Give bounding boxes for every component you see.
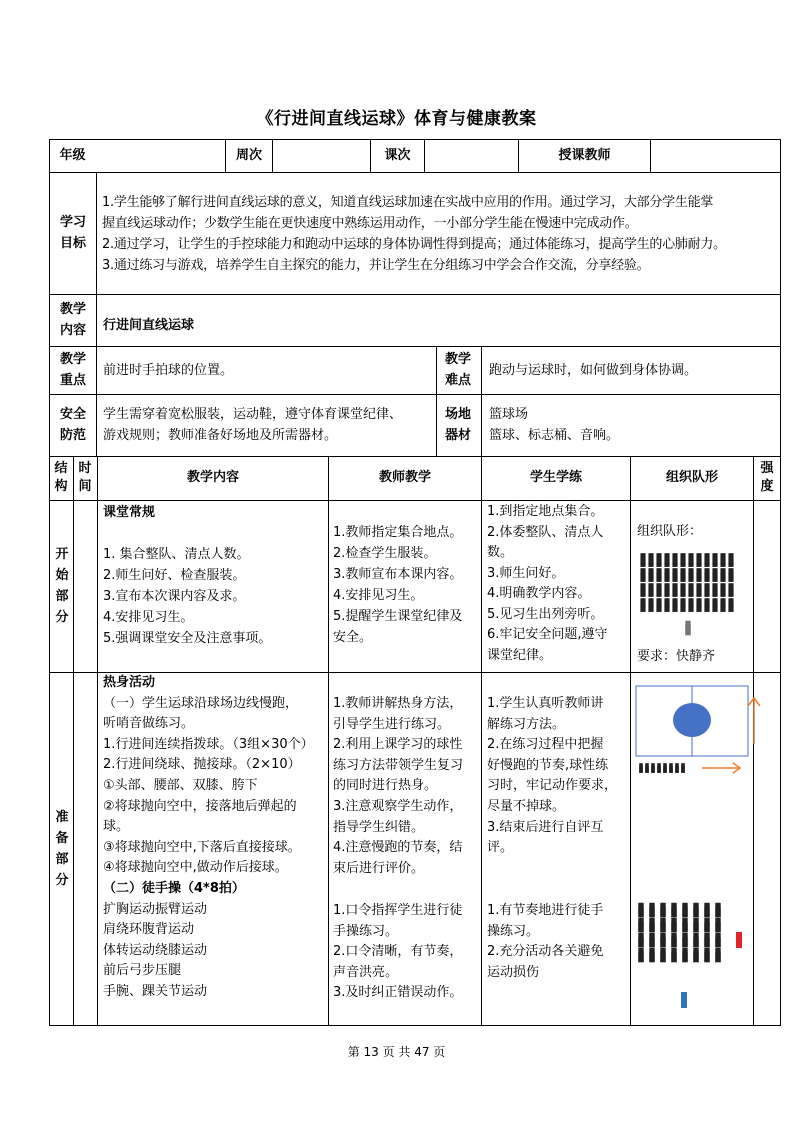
content-header: 教学内容 (186, 470, 239, 485)
start-section-name: 开始部分 (55, 547, 69, 625)
person-icon (672, 568, 677, 582)
content-value: 行进间直线运球 (103, 318, 195, 333)
start-formation-figure (640, 552, 740, 642)
person-icon (656, 583, 661, 597)
person-icon (672, 583, 677, 597)
person-icon (649, 933, 654, 947)
start-student: 1.到指定地点集合。 2.体委整队、清点人 数。 3.师生问好。 4.明确教学内容。 5.见习生出列旁听。 6.牢记安全问题,遵守 课堂纪律。 (487, 504, 608, 663)
person-icon (671, 903, 676, 917)
person-icon (663, 763, 667, 773)
document-title: 《行进间直线运球》体育与健康教案 (256, 109, 537, 129)
person-icon (648, 598, 653, 612)
person-icon (660, 918, 665, 932)
person-icon (712, 598, 717, 612)
person-icon (685, 621, 690, 635)
person-icon (675, 763, 679, 773)
prep-teacher-exercise: 1.口令指挥学生进行徒 手操练习。 2.口令清晰，有节奏， 声音洪亮。 3.及时纠正错误动作。 (333, 903, 463, 1001)
prep-student-exercise: 1.有节奏地进行徒手 操练习。 2.充分活动各关避免 运动损伤 (487, 903, 604, 980)
person-icon (704, 568, 709, 582)
person-icon (664, 553, 669, 567)
lesson-label: 课次 (384, 148, 411, 163)
person-icon (671, 918, 676, 932)
person-icon (680, 553, 685, 567)
safety-label: 安全防范 (59, 407, 86, 443)
difficulty-value: 跑动与运球时，如何做到身体协调。 (489, 363, 698, 378)
person-icon (638, 918, 643, 932)
person-icon (656, 568, 661, 582)
person-icon (704, 583, 709, 597)
venue-text: 篮球场 篮球、标志桶、音响。 (489, 407, 620, 443)
person-icon (693, 948, 698, 962)
teacher-label: 授课教师 (558, 148, 611, 163)
person-icon (681, 992, 687, 1008)
person-icon (671, 933, 676, 947)
person-icon (682, 948, 687, 962)
prep-content: 热身活动 （一）学生运球沿球场边线慢跑， 听哨音做练习。 1.行进间连续指拨球。（3组×30个） 2.行进间绕球、抛接球。（2×10） ①头部、腰部、双膝、胯下 ②将球抛向空中，接落地后弹起的 球。 ③将球抛向空中,下落后直接接球。 ④将球抛向空中,做动作后接球。 （二）徒手操（4*8拍） 扩胸运动振臂运动 肩绕环腹背运动 体转运动绕膝运动 前后弓步压腿 手腕、踝关节运动 (103, 675, 314, 999)
grade-label: 年级 (59, 148, 86, 163)
person-icon (712, 583, 717, 597)
person-icon (640, 598, 645, 612)
week-label: 周次 (235, 148, 262, 163)
person-icon (657, 763, 661, 773)
exercise-formation-figure (638, 902, 748, 1012)
person-icon (682, 918, 687, 932)
person-icon (648, 553, 653, 567)
person-icon (649, 948, 654, 962)
content-label: 教学内容 (59, 302, 86, 338)
key-label: 教学重点 (59, 352, 86, 388)
person-icon (648, 568, 653, 582)
person-icon (704, 933, 709, 947)
person-icon (680, 568, 685, 582)
person-icon (696, 583, 701, 597)
person-icon (649, 903, 654, 917)
person-icon (715, 918, 720, 932)
person-icon (664, 583, 669, 597)
warmup-students (638, 760, 698, 774)
objectives-label: 学习目标 (59, 215, 86, 251)
up-arrow (748, 698, 760, 744)
intensity-header: 强度 (760, 461, 774, 494)
start-content: 课堂常规 1. 集合整队、清点人数。 2.师生问好、检查服装。 3.宣布本次课内容及求。 4.安排见习生。 5.强调课堂安全及注意事项。 (103, 505, 272, 646)
person-icon (696, 598, 701, 612)
objectives-text: 1.学生能够了解行进间直线运球的意义，知道直线运球加速在实战中应用的作用。通过学习，大部分学生能掌 握直线运球动作；少数学生能在更快速度中熟练运用动作，一小部分学生能在慢速中完成动作。 2.通过学习，让学生的手控球能力和跑动中运球的身体协调性得到提高；通过体能练习，提高学生的心肺耐力。 3.通过练习与游戏，培养学生自主探究的能力，并让学生在分组练习中学会合作交流，分享经验。 (102, 195, 726, 273)
person-icon (680, 598, 685, 612)
person-icon (715, 933, 720, 947)
person-icon (688, 568, 693, 582)
prep-student-warmup: 1.学生认真听教师讲 解练习方法。 2.在练习过程中把握 好慢跑的节奏,球性练 习时，牢记动作要求， 尽量不掉球。 3.结束后进行自评互 评。 (487, 696, 618, 856)
person-icon (715, 948, 720, 962)
person-icon (660, 933, 665, 947)
person-icon (720, 568, 725, 582)
person-icon (640, 553, 645, 567)
person-icon (736, 932, 742, 948)
person-icon (712, 553, 717, 567)
person-icon (704, 553, 709, 567)
person-icon (656, 598, 661, 612)
person-icon (638, 948, 643, 962)
person-icon (720, 598, 725, 612)
person-icon (720, 583, 725, 597)
person-icon (720, 553, 725, 567)
person-icon (648, 583, 653, 597)
person-icon (682, 933, 687, 947)
time-header: 时间 (78, 461, 92, 494)
person-icon (664, 568, 669, 582)
person-icon (696, 553, 701, 567)
person-icon (645, 763, 649, 773)
person-icon (672, 598, 677, 612)
person-icon (656, 553, 661, 567)
key-value: 前进时手拍球的位置。 (103, 363, 234, 378)
person-icon (651, 763, 655, 773)
prep-section-name: 准备部分 (55, 809, 69, 888)
person-icon (704, 918, 709, 932)
person-icon (640, 568, 645, 582)
teacher-header: 教师教学 (378, 470, 431, 485)
person-icon (693, 903, 698, 917)
formation-header: 组织队形 (665, 470, 718, 485)
person-icon (693, 918, 698, 932)
person-icon (649, 918, 654, 932)
person-icon (664, 598, 669, 612)
person-icon (704, 598, 709, 612)
person-icon (688, 583, 693, 597)
person-icon (640, 583, 645, 597)
start-teacher: 1.教师指定集合地点。 2.检查学生服装。 3.教师宣布本课内容。 4.安排见习生。 5.提醒学生课堂纪律及 安全。 (333, 525, 463, 645)
person-icon (688, 553, 693, 567)
court-center-circle (673, 703, 711, 737)
person-icon (728, 598, 733, 612)
person-icon (660, 948, 665, 962)
formation-label: 组织队形： (637, 524, 703, 539)
formation-requirement: 要求：快静齐 (637, 649, 716, 664)
person-icon (712, 568, 717, 582)
safety-text: 学生需穿着宽松服装，运动鞋，遵守体育课堂纪律、 游戏规则；教师准备好场地及所需器材。 (103, 407, 403, 443)
person-icon (682, 903, 687, 917)
person-icon (728, 583, 733, 597)
person-icon (639, 763, 643, 773)
person-icon (638, 933, 643, 947)
person-icon (681, 763, 685, 773)
person-icon (680, 583, 685, 597)
person-icon (660, 903, 665, 917)
person-icon (672, 553, 677, 567)
structure-header: 结构 (54, 461, 68, 494)
page-footer: 第 13 页 共 47 页 (347, 1045, 446, 1059)
right-arrow (702, 763, 740, 773)
venue-label: 场地器材 (444, 407, 471, 443)
person-icon (693, 933, 698, 947)
person-icon (688, 598, 693, 612)
student-header: 学生学练 (529, 470, 582, 485)
person-icon (669, 763, 673, 773)
person-icon (715, 903, 720, 917)
person-icon (696, 568, 701, 582)
person-icon (728, 568, 733, 582)
person-icon (638, 903, 643, 917)
person-icon (704, 903, 709, 917)
person-icon (704, 948, 709, 962)
person-icon (728, 553, 733, 567)
prep-teacher-warmup: 1.教师讲解热身方法， 引导学生进行练习。 2.利用上课学习的球性 练习方法带领学生复习 的同时进行热身。 3.注意观察学生动作， 指导学生纠错。 4.注意慢跑的节奏，结 束后进行评价。 (333, 696, 464, 876)
person-icon (671, 948, 676, 962)
difficulty-label: 教学难点 (444, 352, 471, 388)
